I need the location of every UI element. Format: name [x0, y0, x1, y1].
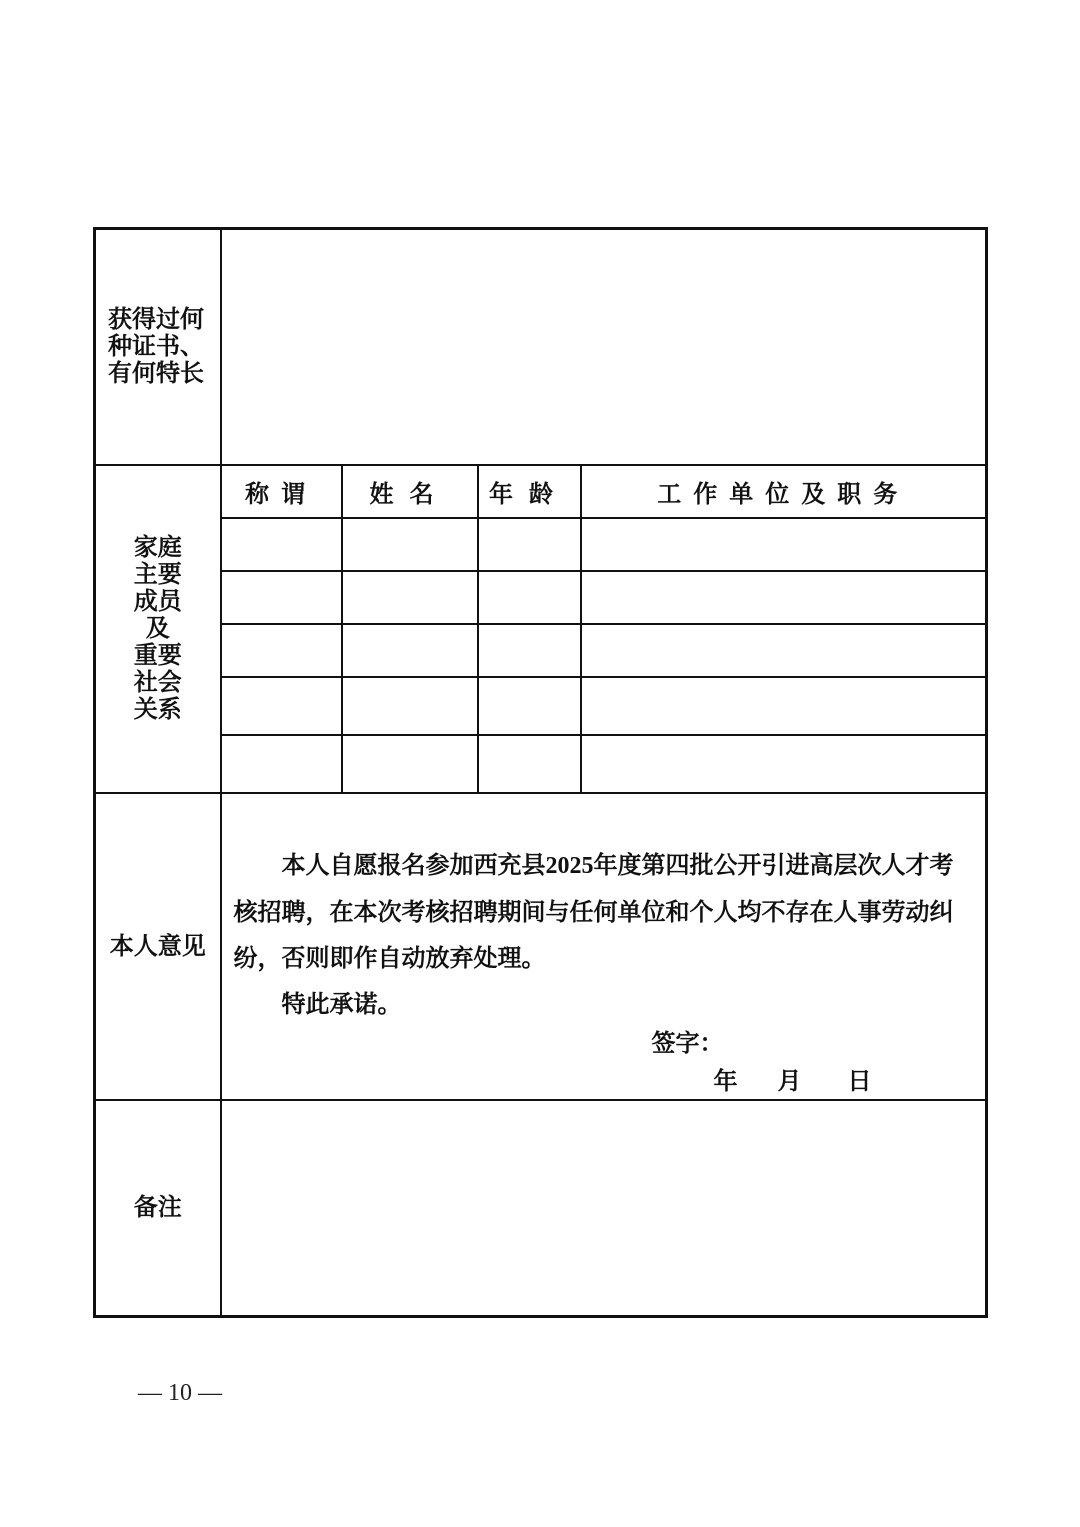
- employer-position-cell[interactable]: [581, 571, 987, 624]
- date-month-label: 月: [777, 1066, 802, 1095]
- header-employer-position: 工作单位及职务: [581, 465, 987, 518]
- remarks-row: [95, 1100, 987, 1317]
- family-label-line: 重要: [133, 641, 182, 669]
- opinion-label: 本人意见: [95, 793, 221, 1100]
- date-year-label: 年: [713, 1066, 738, 1095]
- opinion-content: [221, 793, 987, 1100]
- signature-date[interactable]: [714, 1061, 872, 1101]
- opinion-row: [95, 793, 987, 1100]
- certificates-field[interactable]: [221, 229, 987, 465]
- page-number: — 10 —: [138, 1380, 222, 1406]
- name-cell[interactable]: [342, 735, 478, 793]
- header-name: 姓名: [342, 465, 478, 518]
- pledge-text-part2: 年度第四批公开引进高层次人才考核招聘，在本次考核招聘期间与任何单位和个人均不存在人事劳动纠纷，否则即作自动放弃处理。: [233, 850, 954, 972]
- family-header-row: [95, 465, 987, 518]
- relation-cell[interactable]: [221, 677, 342, 735]
- header-relation: 称谓: [221, 465, 342, 518]
- family-member-row: [95, 735, 987, 793]
- relation-cell[interactable]: [221, 571, 342, 624]
- certificates-row: [95, 229, 987, 465]
- employer-position-cell[interactable]: [581, 518, 987, 571]
- date-day-label: 日: [847, 1066, 872, 1095]
- certificates-label-line: 有何特长: [108, 359, 204, 388]
- family-member-row: [95, 571, 987, 624]
- registration-form-table: [93, 227, 988, 1318]
- relation-cell[interactable]: [221, 624, 342, 677]
- age-cell[interactable]: [478, 735, 581, 793]
- remarks-field[interactable]: [221, 1100, 987, 1317]
- pledge-year: 2025: [545, 852, 594, 879]
- family-label-line: 成员: [133, 587, 182, 615]
- family-label-line: 社会: [133, 668, 182, 696]
- signature-label[interactable]: 签字：: [651, 1028, 724, 1057]
- family-relations-label: [95, 465, 221, 793]
- age-cell[interactable]: [478, 571, 581, 624]
- employer-position-cell[interactable]: [581, 624, 987, 677]
- name-cell[interactable]: [342, 624, 478, 677]
- name-cell[interactable]: [342, 677, 478, 735]
- name-cell[interactable]: [342, 518, 478, 571]
- header-age: 年龄: [478, 465, 581, 518]
- pledge-paragraph: [234, 842, 974, 981]
- age-cell[interactable]: [478, 677, 581, 735]
- name-cell[interactable]: [342, 571, 478, 624]
- family-label-line: 主要: [133, 560, 182, 588]
- certificates-label-line: 获得过何: [108, 305, 204, 334]
- relation-cell[interactable]: [221, 518, 342, 571]
- family-member-row: [95, 624, 987, 677]
- family-member-row: [95, 518, 987, 571]
- employer-position-cell[interactable]: [581, 677, 987, 735]
- age-cell[interactable]: [478, 518, 581, 571]
- family-member-row: [95, 677, 987, 735]
- family-label-line: 及: [145, 614, 170, 642]
- employer-position-cell[interactable]: [581, 735, 987, 793]
- age-cell[interactable]: [478, 624, 581, 677]
- certificates-label-line: 种证书、: [108, 332, 204, 361]
- signature-block: [234, 1027, 974, 1099]
- pledge-closing: 特此承诺。: [281, 989, 402, 1018]
- family-label-line: 关系: [133, 695, 182, 723]
- family-label-line: 家庭: [133, 533, 182, 561]
- pledge-text-part1: 本人自愿报名参加西充县: [281, 850, 546, 879]
- relation-cell[interactable]: [221, 735, 342, 793]
- remarks-label: 备注: [95, 1100, 221, 1317]
- certificates-label: [95, 229, 221, 465]
